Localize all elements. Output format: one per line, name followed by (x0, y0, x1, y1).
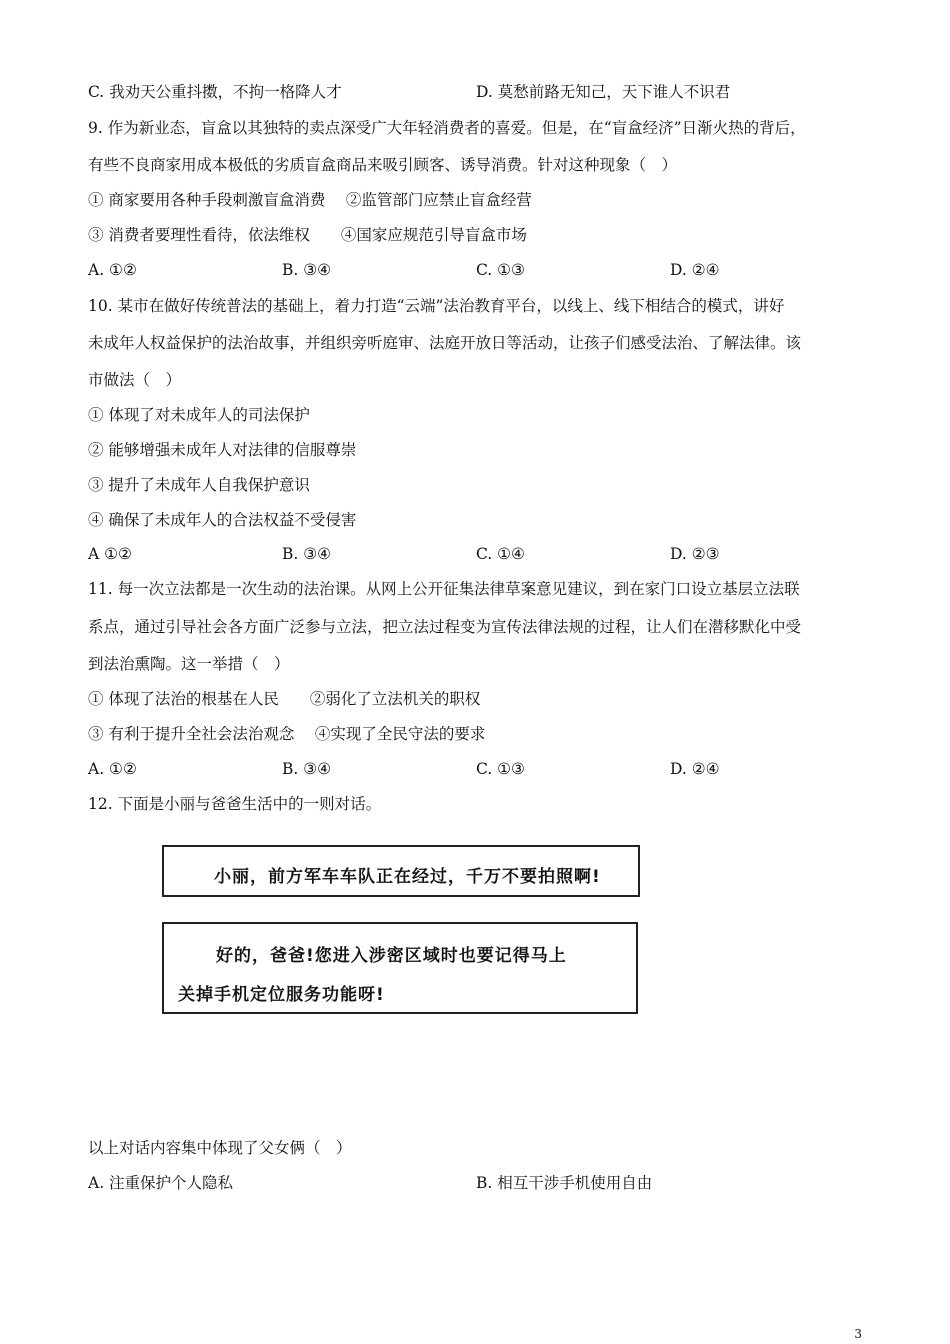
q9-option-c: C. ①③ (476, 261, 525, 279)
q9-items-line1: ① 商家要用各种手段刺激盲盒消费 ②监管部门应禁止盲盒经营 (88, 191, 532, 209)
q12-option-a: A. 注重保护个人隐私 (88, 1174, 234, 1192)
q10-item-2: ② 能够增强未成年人对法律的信服尊崇 (88, 441, 357, 459)
q12-stem: 12. 下面是小丽与爸爸生活中的一则对话。 (88, 795, 382, 813)
q11-stem-line1: 11. 每一次立法都是一次生动的法治课。从网上公开征集法律草案意见建议，到在家门口设立基层立法联 (88, 580, 800, 598)
q11-items-line2: ③ 有利于提升全社会法治观念 ④实现了全民守法的要求 (88, 725, 486, 743)
q11-option-a: A. ①② (88, 760, 137, 778)
q10-option-a: A ①② (88, 545, 132, 563)
dad-speech-text: 小丽，前方军车车队正在经过，千万不要拍照啊! (214, 867, 601, 887)
girl-speech-bubble (162, 922, 638, 1014)
dad-speech-bubble (162, 845, 640, 897)
girl-speech-line1: 好的，爸爸!您进入涉密区域时也要记得马上 (216, 946, 567, 966)
girl-speech-line2: 关掉手机定位服务功能呀! (178, 985, 385, 1005)
q10-item-4: ④ 确保了未成年人的合法权益不受侵害 (88, 511, 357, 529)
q9-option-a: A. ①② (88, 261, 137, 279)
q12-question: 以上对话内容集中体现了父女俩（ ） (88, 1139, 352, 1157)
page-number: 3 (854, 1327, 862, 1341)
q8-option-c: C. 我劝天公重抖擞，不拘一格降人才 (88, 83, 342, 101)
q9-stem-line1: 9. 作为新业态，盲盒以其独特的卖点深受广大年轻消费者的喜爱。但是，在“盲盒经济”日渐火热的背后， (88, 119, 806, 137)
q11-option-c: C. ①③ (476, 760, 525, 778)
q11-stem-line2: 系点，通过引导社会各方面广泛参与立法，把立法过程变为宣传法律法规的过程，让人们在潜移默化中受 (88, 618, 802, 636)
q10-item-3: ③ 提升了未成年人自我保护意识 (88, 476, 310, 494)
q9-stem-line2: 有些不良商家用成本极低的劣质盲盒商品来吸引顾客、诱导消费。针对这种现象（ ） (88, 156, 678, 174)
q8-option-d: D. 莫愁前路无知己，天下谁人不识君 (476, 83, 731, 101)
q10-option-d: D. ②③ (670, 545, 720, 563)
q10-option-b: B. ③④ (282, 545, 332, 563)
q10-item-1: ① 体现了对未成年人的司法保护 (88, 406, 310, 424)
q9-items-line2: ③ 消费者要理性看待，依法维权 ④国家应规范引导盲盒市场 (88, 226, 527, 244)
q10-stem-line2: 未成年人权益保护的法治故事，并组织旁听庭审、法庭开放日等活动，让孩子们感受法治、了解法律。该 (88, 334, 802, 352)
q10-stem-line1: 10. 某市在做好传统普法的基础上，着力打造“云端”法治教育平台，以线上、线下相结合的模式，讲好 (88, 297, 785, 315)
q10-option-c: C. ①④ (476, 545, 525, 563)
q10-stem-line3: 市做法（ ） (88, 371, 182, 389)
q11-option-b: B. ③④ (282, 760, 332, 778)
q11-stem-line3: 到法治熏陶。这一举措（ ） (88, 655, 290, 673)
q12-option-b: B. 相互干涉手机使用自由 (476, 1174, 653, 1192)
q11-items-line1: ① 体现了法治的根基在人民 ②弱化了立法机关的职权 (88, 690, 481, 708)
q9-option-b: B. ③④ (282, 261, 332, 279)
q9-option-d: D. ②④ (670, 261, 720, 279)
q11-option-d: D. ②④ (670, 760, 720, 778)
